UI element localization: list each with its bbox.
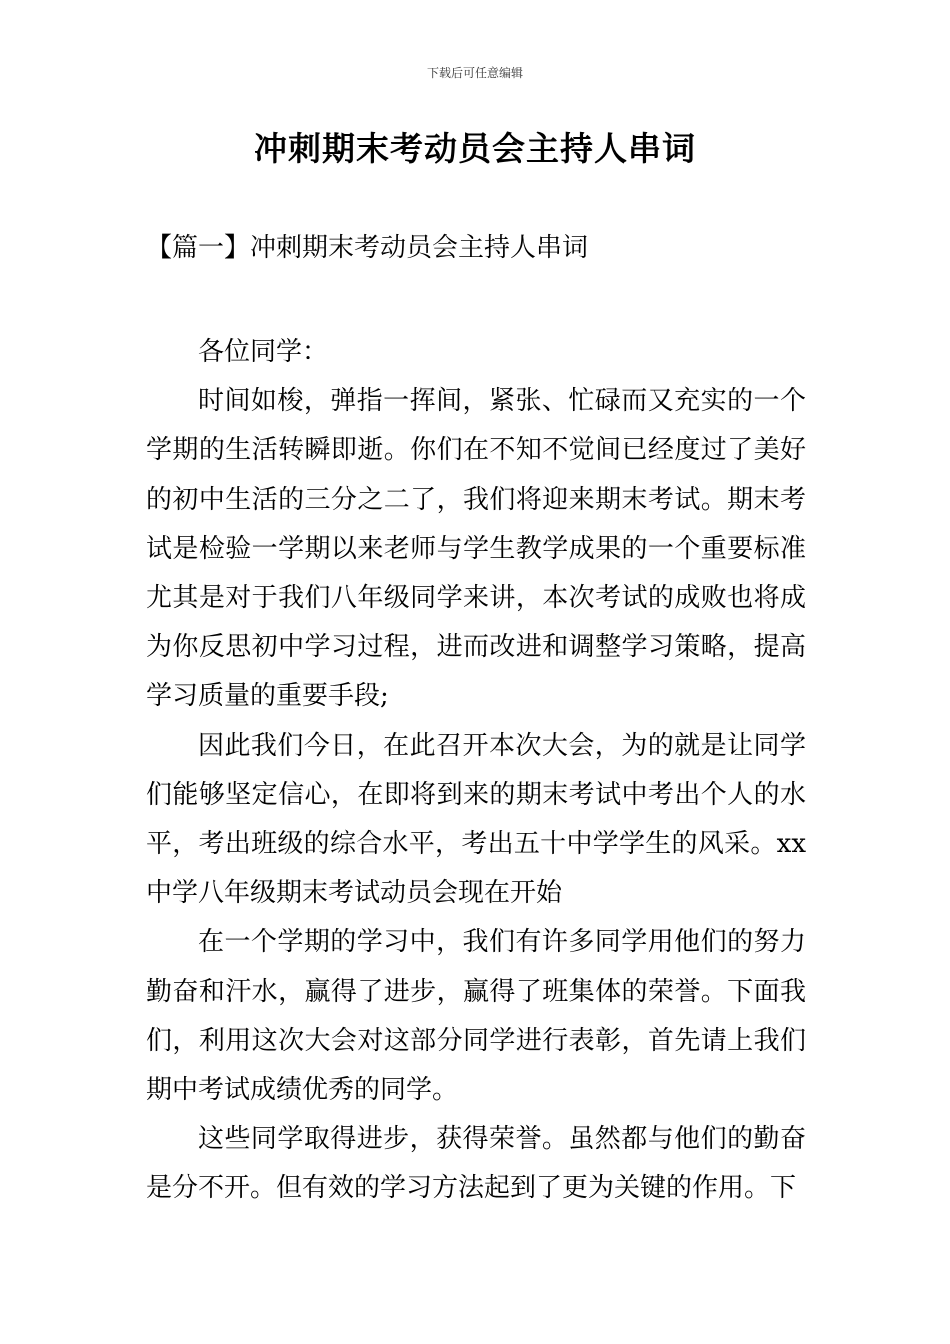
header-note: 下载后可任意编辑 bbox=[426, 66, 523, 80]
document-title: 冲刺期末考动员会主持人串词 bbox=[254, 129, 696, 168]
paragraph-3: 在一个学期的学习中，我们有许多同学用他们的努力勤奋和汗水，赢得了进步，赢得了班集体的荣誉。下面我们，利用这次大会对这部分同学进行表彰，首先请上我们期中考试成绩优秀的同学。 bbox=[146, 927, 806, 1106]
paragraph-4: 这些同学取得进步，获得荣誉。虽然都与他们的勤奋是分不开。但有效的学习方法起到了更为关键的作用。下 bbox=[146, 1124, 806, 1204]
paragraph-2: 因此我们今日，在此召开本次大会，为的就是让同学们能够坚定信心，在即将到来的期末考试中考出个人的水平，考出班级的综合水平，考出五十中学学生的风采。xx中学八年级期末考试动员会现在开始 bbox=[146, 730, 806, 909]
section-heading: 【篇一】冲刺期末考动员会主持人串词 bbox=[146, 233, 589, 263]
document-body bbox=[146, 328, 806, 1214]
paragraph-1: 时间如梭，弹指一挥间，紧张、忙碌而又充实的一个学期的生活转瞬即逝。你们在不知不觉间已经度过了美好的初中生活的三分之二了，我们将迎来期末考试。期末考试是检验一学期以来老师与学生教学成果的一个重要标准尤其是对于我们八年级同学来讲，本次考试的成败也将成为你反思初中学习过程，进而改进和调整学习策略，提高学习质量的重要手段; bbox=[146, 386, 806, 712]
paragraph-salutation: 各位同学： bbox=[198, 337, 329, 367]
